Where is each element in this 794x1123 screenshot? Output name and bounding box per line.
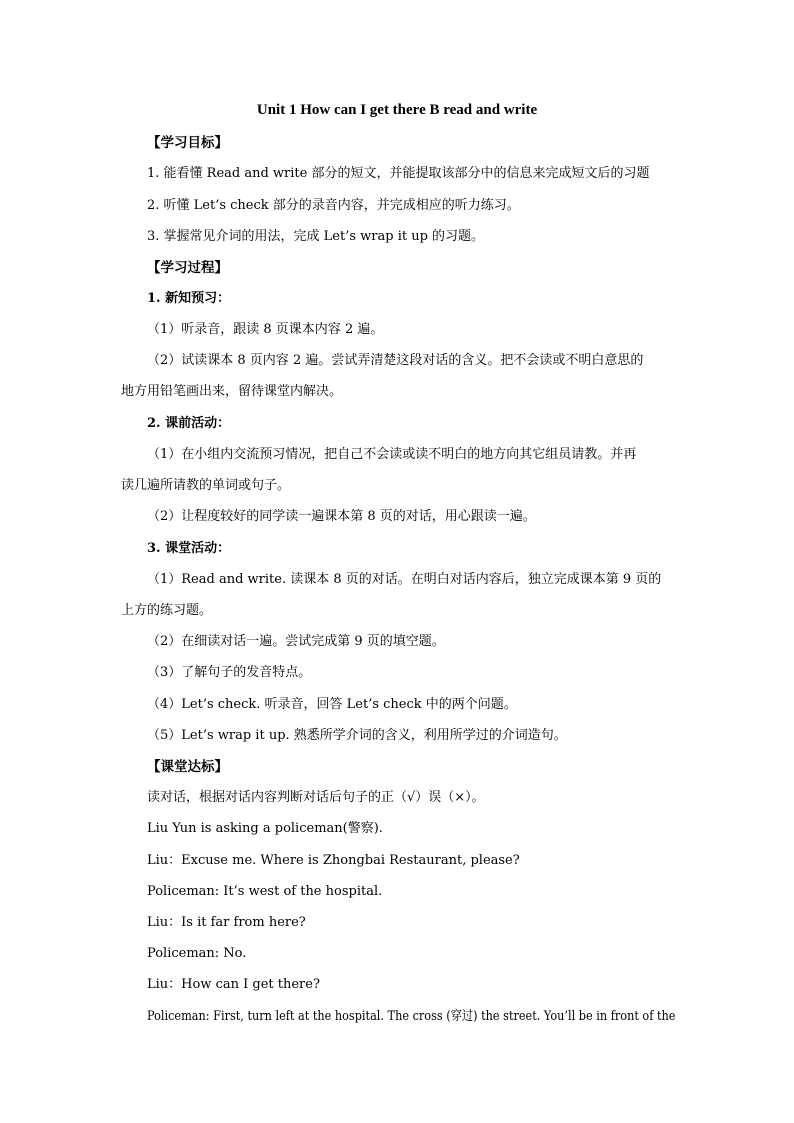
page-title: Unit 1 How can I get there B read and write: [256, 102, 538, 118]
preview-item-2-cont: 地方用铅笔画出来，留待课堂内解决。: [121, 384, 343, 399]
dialogue-line-2: Liu：Excuse me. Where is Zhongbai Restaurant, please?: [147, 853, 520, 868]
in-class-item-5: （5）Let’s wrap it up. 熟悉所学介词的含义，利用所学过的介词造句。: [147, 728, 567, 743]
pre-class-heading: 2. 课前活动：: [147, 416, 231, 431]
objective-item-3: 3. 掌握常见介词的用法，完成 Let’s wrap it up 的习题。: [147, 229, 485, 244]
preview-item-2: （2）试读课本 8 页内容 2 遍。尝试弄清楚这段对话的含义。把不会读或不明白意思的: [147, 353, 644, 368]
pre-class-item-1: （1）在小组内交流预习情况，把自己不会读或读不明白的地方向其它组员请教。并再: [147, 447, 637, 462]
in-class-heading: 3. 课堂活动：: [147, 541, 231, 556]
pre-class-item-1-cont: 读几遍所请教的单词或句子。: [121, 478, 291, 493]
dialogue-line-7: Policeman: First, turn left at the hospital. The cross (穿过) the street. You’ll be in front of the: [147, 1009, 676, 1024]
dialogue-line-4: Liu：Is it far from here?: [147, 915, 306, 930]
pre-class-item-2: （2）让程度较好的同学读一遍课本第 8 页的对话，用心跟读一遍。: [147, 509, 536, 524]
in-class-item-1-cont: 上方的练习题。: [121, 603, 213, 618]
dialogue-line-5: Policeman: No.: [147, 946, 247, 961]
dialogue-line-1: Liu Yun is asking a policeman(警察).: [147, 821, 383, 836]
process-heading: 【学习过程】: [147, 260, 228, 276]
in-class-item-2: （2）在细读对话一遍。尝试完成第 9 页的填空题。: [147, 634, 445, 649]
dialogue-line-3: Policeman: It’s west of the hospital.: [147, 884, 383, 899]
objective-item-1: 1. 能看懂 Read and write 部分的短文，并能提取该部分中的信息来完成短文后的习题: [147, 166, 650, 181]
objective-item-2: 2. 听懂 Let’s check 部分的录音内容，并完成相应的听力练习。: [147, 198, 520, 213]
preview-heading: 1. 新知预习：: [147, 291, 231, 306]
objectives-heading: 【学习目标】: [147, 135, 228, 151]
assessment-instruction: 读对话，根据对话内容判断对话后句子的正（√）误（×）。: [147, 790, 485, 805]
in-class-item-1: （1）Read and write. 读课本 8 页的对话。在明白对话内容后，独立完成课本第 9 页的: [147, 572, 662, 587]
in-class-item-4: （4）Let’s check. 听录音，回答 Let’s check 中的两个问题。: [147, 697, 517, 712]
preview-item-1: （1）听录音，跟读 8 页课本内容 2 遍。: [147, 322, 384, 337]
in-class-item-3: （3）了解句子的发音特点。: [147, 665, 312, 680]
assessment-heading: 【课堂达标】: [147, 759, 228, 775]
dialogue-line-6: Liu：How can I get there?: [147, 977, 320, 992]
